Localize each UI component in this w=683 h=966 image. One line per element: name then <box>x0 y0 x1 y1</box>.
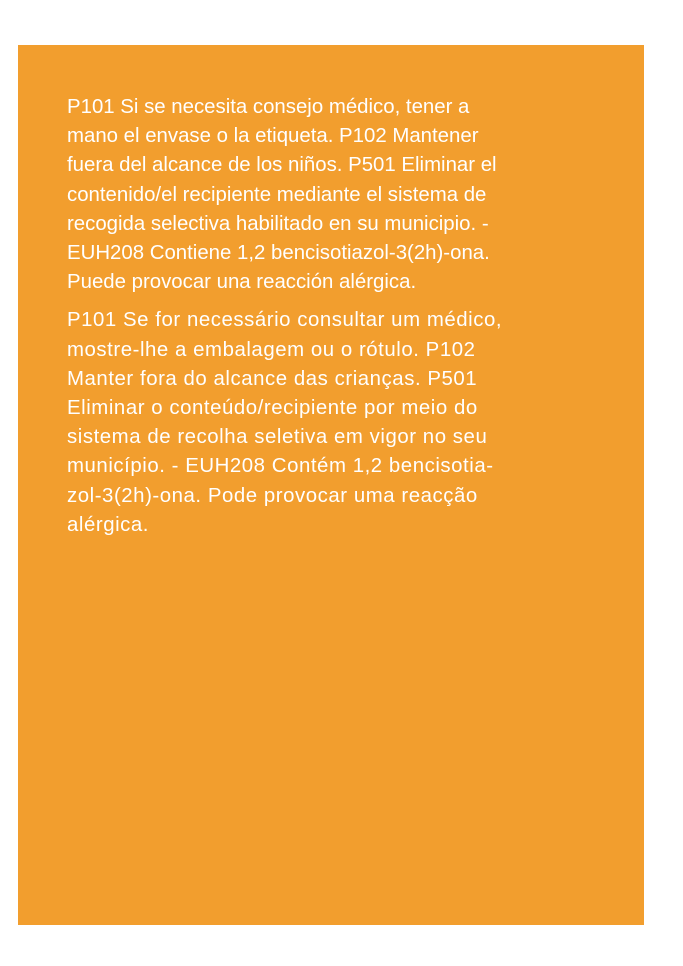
spanish-line: P101 Si se necesita consejo médico, tener a <box>67 96 470 118</box>
spanish-line: Puede provocar una reacción alérgica. <box>67 271 417 294</box>
portuguese-line: alérgica. <box>67 513 150 536</box>
portuguese-line: mostre-lhe a embalagem ou o rótulo. P102 <box>67 338 476 361</box>
portuguese-line: Eliminar o conteúdo/recipiente por meio do <box>67 397 478 420</box>
orange-label-panel <box>18 45 644 925</box>
spanish-line: fuera del alcance de los niños. P501 Eliminar el <box>67 154 497 177</box>
spanish-safety-paragraph <box>67 93 594 297</box>
portuguese-line: município. - EUH208 Contém 1,2 bencisotia- <box>67 455 494 478</box>
portuguese-line: P101 Se for necessário consultar um médico, <box>67 309 503 332</box>
spanish-line: mano el envase o la etiqueta. P102 Mantener <box>67 125 479 148</box>
portuguese-line: Manter fora do alcance das crianças. P501 <box>67 367 478 390</box>
portuguese-line: sistema de recolha seletiva em vigor no seu <box>67 426 488 449</box>
spanish-line: recogida selectiva habilitado en su municipio. - <box>67 212 489 235</box>
spanish-line: contenido/el recipiente mediante el sistema de <box>67 183 487 206</box>
spanish-line: EUH208 Contiene 1,2 bencisotiazol-3(2h)-ona. <box>67 242 490 265</box>
portuguese-line: zol-3(2h)-ona. Pode provocar uma reacção <box>67 484 478 507</box>
portuguese-safety-paragraph <box>67 306 594 540</box>
